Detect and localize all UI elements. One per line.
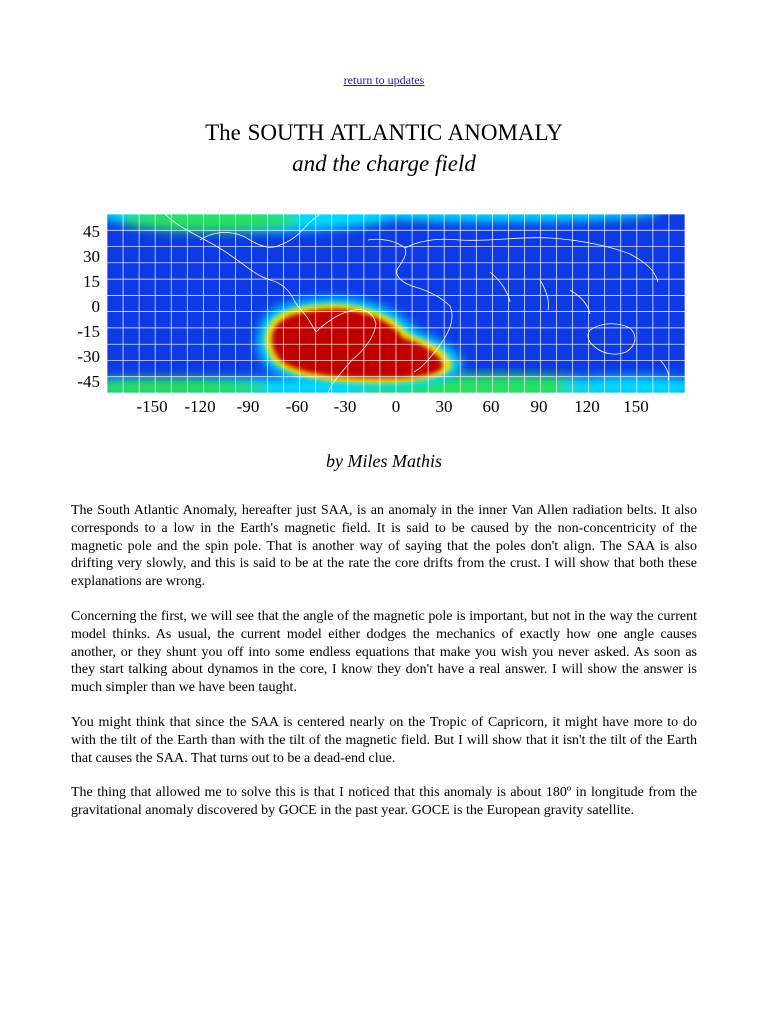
y-axis-labels (77, 222, 100, 391)
x-tick-label: -90 (236, 397, 260, 416)
y-tick-label: 30 (83, 247, 100, 266)
page-subtitle: and the charge field (292, 151, 476, 176)
x-axis-labels (136, 397, 648, 416)
x-tick-label: -120 (184, 397, 216, 416)
page-title: The SOUTH ATLANTIC ANOMALY (205, 120, 563, 145)
nav-bar (0, 73, 768, 88)
x-tick-label: -150 (136, 397, 168, 416)
x-tick-label: 90 (530, 397, 548, 416)
x-tick-label: 150 (623, 397, 649, 416)
x-tick-label: 0 (391, 397, 401, 416)
x-tick-label: -60 (285, 397, 309, 416)
y-tick-label: -30 (77, 347, 100, 366)
x-tick-label: 60 (482, 397, 500, 416)
x-tick-label: 30 (435, 397, 453, 416)
saa-map-figure (70, 210, 700, 425)
y-tick-label: 15 (83, 272, 100, 291)
paragraph-3: You might think that since the SAA is centered nearly on the Tropic of Capricorn, it might have more to do with the tilt of the Earth than with the tilt of the magnetic field. But I will show that it isn't the tilt of the Earth that causes the SAA. That turns out to be a dead-end clue. (71, 714, 697, 766)
x-tick-label: -30 (333, 397, 357, 416)
byline: by Miles Mathis (326, 451, 442, 471)
y-tick-label: -15 (77, 322, 100, 341)
saa-radiation-map (70, 210, 700, 425)
article-body (71, 502, 697, 837)
paragraph-1: The South Atlantic Anomaly, hereafter just SAA, is an anomaly in the inner Van Allen radiation belts. It also corresponds to a low in the Earth's magnetic field. It is said to be caused by the non-concentricity of the magnetic pole and the spin pole. That is another way of saying that the poles don't align. The SAA is also drifting very slowly, and this is said to be at the rate the core drifts from the crust. I will show that both these explanations are wrong. (71, 503, 697, 590)
y-tick-label: 0 (91, 297, 100, 316)
y-tick-label: -45 (77, 372, 100, 391)
y-tick-label: 45 (83, 222, 100, 241)
x-tick-label: 120 (574, 397, 600, 416)
paragraph-2: Concerning the first, we will see that the angle of the magnetic pole is important, but not in the way the current model thinks. As usual, the current model either dodges the mechanics of exactly how one angle causes another, or they shunt you off into some endless equations that make you wish you never asked. As soon as they start talking about dynamos in the core, I know they don't have a real answer. I will show the answer is much simpler than we have been taught. (71, 608, 697, 696)
paragraph-4: The thing that allowed me to solve this is that I noticed that this anomaly is about 180º in longitude from the gravitational anomaly discovered by GOCE in the past year. GOCE is the European gravity satellite. (71, 785, 697, 819)
map-heatmap (70, 210, 700, 402)
return-to-updates-link[interactable]: return to updates (343, 73, 425, 87)
